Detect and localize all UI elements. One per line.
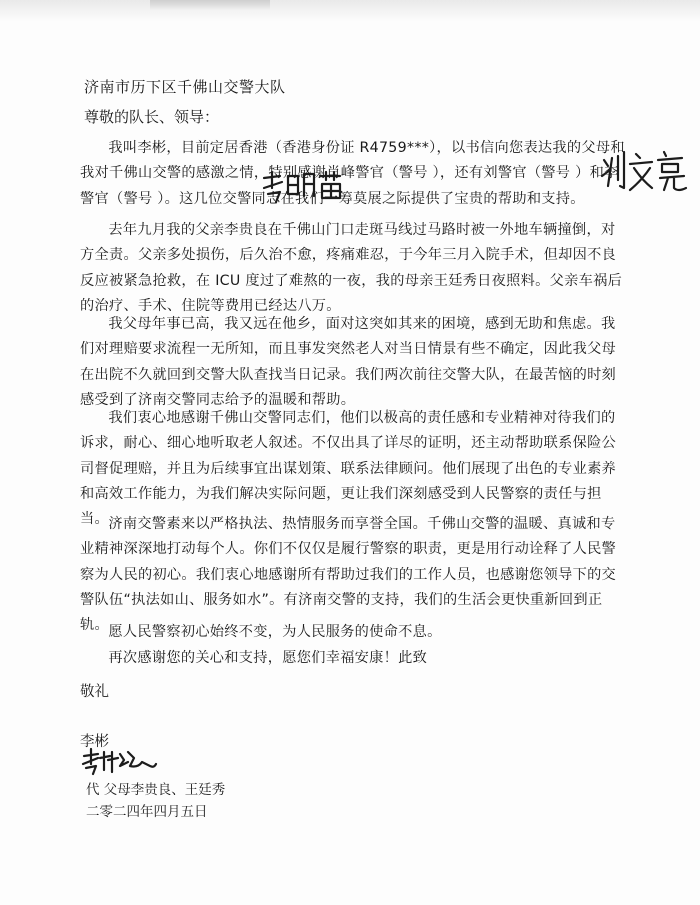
paragraph-thanks: 再次感谢您的关心和支持，愿您们幸福安康！此致 [108,650,428,666]
letter-date: 二零二四年四月五日 [86,804,208,820]
paragraph-wish: 愿人民警察初心始终不变，为人民服务的使命不息。 [108,624,442,640]
paragraph-introduction: 我叫李彬，目前定居香港（香港身份证 R4759***），以书信向您表达我的父母和我对千佛山交警的感激之情，特别感谢肖峰警官（警号 ），还有刘警官（警号 ）和李警官（警号 ）。这几位交警同志在我们一筹莫展之际提供了宝贵的帮助和支持。 [80,140,625,207]
signature-officer-liu [598,146,690,198]
on-behalf-line: 代 父母李贵良、王廷秀 [86,782,226,798]
scan-shadow-mark [150,0,270,10]
paragraph-gratitude: 我们衷心地感谢千佛山交警同志们，他们以极高的责任感和专业精神对待我们的诉求，耐心、细心地听取老人叙述。不仅出具了详尽的证明，还主动帮助联系保险公司督促理赔，并且为后续事宜出谋划策、联系法律顾问。他们展现了出色的专业素养和高效工作能力，为我们解决实际问题，更让我们深刻感受到人民警察的责任与担当。 [80,410,617,528]
signature-sender [80,746,158,776]
paragraph-accident: 去年九月我的父亲李贵良在千佛山门口走斑马线过马路时被一外地车辆撞倒，对方全责。父亲多处损伤，后久治不愈，疼痛难忍，于今年三月入院手术，但却因不良反应被紧急抢救，在 ICU 度过了难熬的一夜，我的母亲王廷秀日夜照料。父亲车祸后的治疗、手术、住院等费用已经达八万。 [80,222,623,314]
scan-shadow-top [0,0,700,22]
recipient-line: 济南市历下区千佛山交警大队 [84,78,286,96]
salutation-line: 尊敬的队长、领导： [84,108,220,126]
paragraph-praise: 济南交警素来以严格执法、热情服务而享誉全国。千佛山交警的温暖、真诚和专业精神深深地打动每个人。你们不仅仅是履行警察的职责，更是用行动诠释了人民警察为人民的初心。我们衷心地感谢所有帮助过我们的工作人员，也感谢您领导下的交警队伍“执法如山、服务如水”。有济南交警的支持，我们的生活会更快重新回到正轨。 [80,516,617,634]
closing-salute: 敬礼 [80,684,109,700]
sender-name: 李彬 [80,734,109,750]
paragraph-difficulty: 我父母年事已高，我又远在他乡，面对这突如其来的困境，感到无助和焦虑。我们对理赔要求流程一无所知，而且事发突然老人对当日情景有些不确定，因此我父母在出院不久就回到交警大队查找当日记录。我们两次前往交警大队，在最苦恼的时刻感受到了济南交警同志给予的温暖和帮助。 [80,316,617,408]
signature-officer-li [260,168,346,204]
